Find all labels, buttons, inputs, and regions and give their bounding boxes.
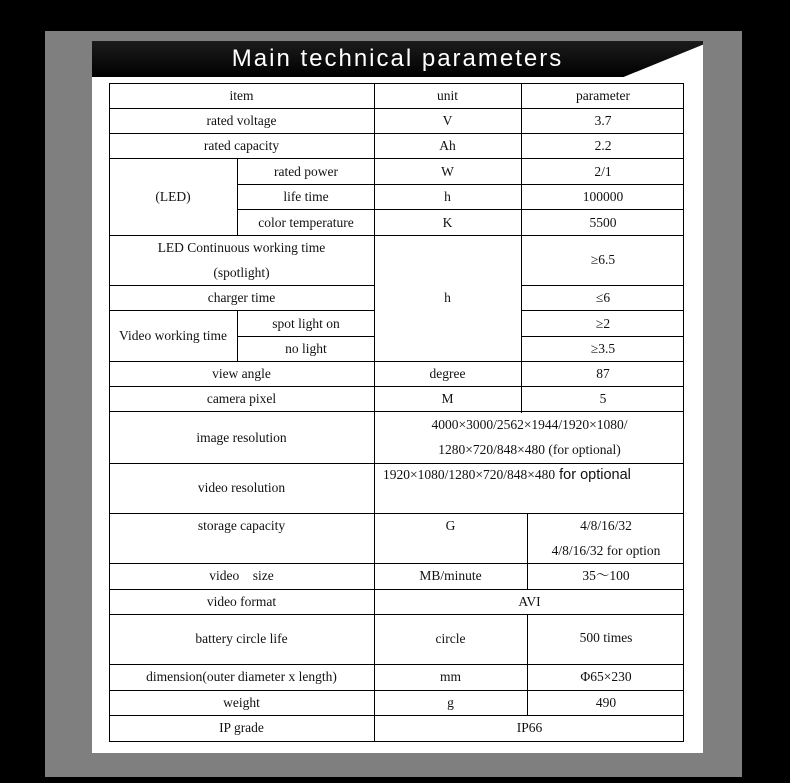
no-light-label: no light: [285, 341, 327, 356]
weight-value: 490: [595, 695, 617, 710]
video-format-label: video format: [206, 594, 277, 609]
led-working-label-line2: (spotlight): [213, 265, 270, 280]
row-rule: [109, 133, 684, 134]
storage-capacity-value-line1: 4/8/16/32: [580, 518, 632, 533]
column-header-item: item: [229, 88, 254, 103]
video-resolution-value-main: 1920×1080/1280×720/848×480: [383, 467, 556, 482]
row-rule: [237, 336, 375, 337]
column-header-parameter: parameter: [576, 88, 630, 103]
storage-capacity-label: storage capacity: [197, 518, 286, 533]
column-header-unit: unit: [436, 88, 458, 103]
camera-pixel-unit: M: [441, 391, 454, 406]
row-rule: [237, 209, 684, 210]
life-time-unit: h: [444, 189, 451, 204]
row-rule: [237, 184, 684, 185]
view-angle-label: view angle: [212, 366, 271, 381]
rated-capacity-label: rated capacity: [203, 138, 280, 153]
storage-capacity-unit: G: [445, 518, 456, 533]
column-rule: [374, 83, 375, 413]
view-angle-value: 87: [596, 366, 610, 381]
row-rule: [109, 361, 684, 362]
ip-grade-value: IP66: [516, 720, 543, 735]
video-format-value: AVI: [518, 594, 541, 609]
row-rule: [109, 158, 684, 159]
rated-capacity-unit: Ah: [439, 138, 456, 153]
row-rule: [522, 336, 684, 337]
life-time-label: life time: [283, 189, 329, 204]
row-rule: [109, 563, 684, 564]
video-size-value: 35～100: [582, 568, 630, 583]
no-light-value: ≥3.5: [590, 341, 616, 356]
view-angle-unit: degree: [429, 366, 466, 381]
row-rule: [522, 285, 684, 286]
led-working-label-line1: LED Continuous working time: [157, 240, 326, 255]
weight-label: weight: [223, 695, 260, 710]
storage-capacity-value-line2: 4/8/16/32 for option: [551, 543, 661, 558]
rated-power-label: rated power: [273, 164, 339, 179]
column-rule: [521, 83, 522, 413]
video-resolution-label: video resolution: [197, 480, 286, 495]
weight-unit: g: [447, 695, 454, 710]
life-time-value: 100000: [582, 189, 624, 204]
row-rule: [109, 614, 684, 615]
rated-capacity-value: 2.2: [594, 138, 612, 153]
row-rule: [109, 715, 684, 716]
row-rule: [109, 386, 684, 387]
video-resolution-value-suffix: for optional: [555, 467, 631, 483]
row-rule: [109, 310, 375, 311]
image-resolution-value-line1: 4000×3000/2562×1944/1920×1080/: [431, 417, 628, 432]
video-size-label: video size: [209, 568, 274, 583]
column-rule: [374, 563, 375, 742]
rated-voltage-unit: V: [442, 113, 453, 128]
row-rule: [109, 285, 375, 286]
spot-light-on-label: spot light on: [272, 316, 340, 331]
battery-circle-life-unit: circle: [435, 631, 466, 646]
video-resolution-value: [383, 467, 631, 483]
row-rule: [522, 310, 684, 311]
row-rule: [109, 513, 684, 514]
dimension-unit: mm: [439, 669, 461, 684]
row-rule: [109, 690, 684, 691]
column-rule: [374, 411, 375, 564]
row-rule: [109, 235, 684, 236]
spot-light-on-value: ≥2: [595, 316, 611, 331]
image-resolution-label: image resolution: [196, 430, 287, 445]
color-temperature-unit: K: [442, 215, 453, 230]
dimension-label: dimension(outer diameter x length): [146, 669, 337, 684]
page-title: Main technical parameters: [231, 45, 564, 72]
camera-pixel-value: 5: [599, 391, 607, 406]
row-rule: [109, 463, 684, 464]
row-rule: [109, 108, 684, 109]
rated-voltage-value: 3.7: [594, 113, 612, 128]
dimension-value: Φ65×230: [580, 669, 632, 684]
rated-power-value: 2/1: [594, 164, 612, 179]
charger-time-value: ≤6: [595, 290, 611, 305]
image-resolution-value-line2: 1280×720/848×480 (for optional): [438, 442, 621, 457]
battery-circle-life-value: 500 times: [579, 630, 633, 645]
row-rule: [109, 589, 684, 590]
video-working-group-label: Video working time: [119, 328, 227, 343]
video-size-unit: MB/minute: [419, 568, 482, 583]
charger-time-label: charger time: [207, 290, 276, 305]
color-temperature-label: color temperature: [258, 215, 354, 230]
rated-power-unit: W: [441, 164, 454, 179]
rated-voltage-label: rated voltage: [206, 113, 277, 128]
row-rule: [109, 664, 684, 665]
battery-circle-life-label: battery circle life: [195, 631, 288, 646]
camera-pixel-label: camera pixel: [206, 391, 277, 406]
color-temperature-value: 5500: [589, 215, 617, 230]
led-group-label: (LED): [155, 189, 191, 204]
led-working-value: ≥6.5: [590, 252, 616, 267]
ip-grade-label: IP grade: [219, 720, 264, 735]
row-rule: [109, 411, 684, 412]
shared-unit-hours: h: [444, 290, 451, 305]
